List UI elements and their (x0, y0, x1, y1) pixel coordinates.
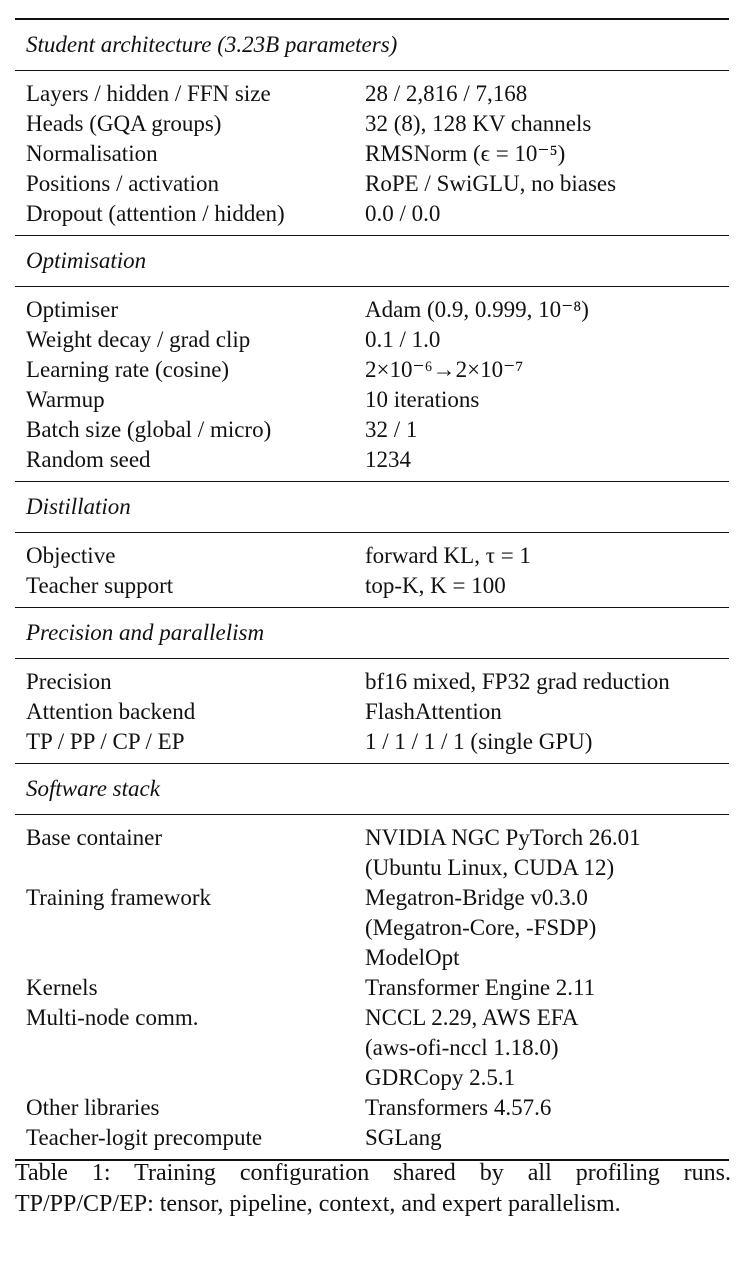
table-row (15, 325, 729, 355)
table-row (15, 541, 729, 571)
row-value (365, 823, 729, 883)
row-label: Training framework (26, 885, 212, 910)
row-value-line: Transformer Engine 2.11 (365, 975, 596, 1000)
section-body (15, 533, 729, 607)
table-section (15, 607, 729, 763)
table-row (15, 79, 729, 109)
section-header: Software stack (15, 764, 729, 815)
row-value (365, 199, 729, 229)
table-row (15, 697, 729, 727)
row-label: Multi-node comm. (26, 1005, 199, 1030)
row-value-line: 0.1 / 1.0 (365, 327, 441, 352)
section-body (15, 71, 729, 235)
row-value-line: 32 (8), 128 KV channels (365, 111, 592, 136)
section-header: Distillation (15, 482, 729, 533)
row-label: Positions / activation (26, 171, 219, 196)
section-body (15, 287, 729, 481)
row-value-line: ModelOpt (365, 945, 460, 970)
table-row (15, 109, 729, 139)
row-value (365, 139, 729, 169)
row-value-line: 10 iterations (365, 387, 480, 412)
row-value (365, 697, 729, 727)
row-value (365, 445, 729, 475)
row-value-line: 1234 (365, 447, 411, 472)
row-value-line: (Ubuntu Linux, CUDA 12) (365, 855, 615, 880)
table-row (15, 571, 729, 601)
section-body (15, 815, 729, 1159)
table-row (15, 385, 729, 415)
row-label: Dropout (attention / hidden) (26, 201, 285, 226)
row-value-line: bf16 mixed, FP32 grad reduction (365, 669, 670, 694)
table-row (15, 667, 729, 697)
table-section (15, 763, 729, 1159)
row-value-line: top-K, K = 100 (365, 573, 506, 598)
section-header: Precision and parallelism (15, 608, 729, 659)
row-value-line: SGLang (365, 1125, 442, 1150)
table-row (15, 415, 729, 445)
row-value-line: Adam (0.9, 0.999, 10⁻⁸) (365, 297, 589, 322)
row-value (365, 541, 729, 571)
row-value-line: FlashAttention (365, 699, 502, 724)
row-label: Teacher support (26, 573, 174, 598)
row-value (365, 79, 729, 109)
row-label: Normalisation (26, 141, 158, 166)
row-value (365, 355, 729, 385)
row-label: Random seed (26, 447, 151, 472)
table-row (15, 883, 729, 973)
row-value (365, 169, 729, 199)
row-value (365, 667, 729, 697)
row-label: TP / PP / CP / EP (26, 729, 185, 754)
table-row (15, 727, 729, 757)
row-label: Attention backend (26, 699, 196, 724)
row-label: Precision (26, 669, 112, 694)
table-section (15, 481, 729, 607)
row-value-line: Transformers 4.57.6 (365, 1095, 552, 1120)
row-value (365, 1003, 729, 1093)
row-value-line: (Megatron-Core, -FSDP) (365, 915, 597, 940)
row-value-line: (aws-ofi-nccl 1.18.0) (365, 1035, 559, 1060)
row-value (365, 1123, 729, 1153)
table-row (15, 445, 729, 475)
row-value (365, 109, 729, 139)
row-label: Base container (26, 825, 163, 850)
section-body (15, 659, 729, 763)
table-row (15, 169, 729, 199)
table-row (15, 199, 729, 229)
table-section (15, 235, 729, 481)
section-header: Optimisation (15, 236, 729, 287)
row-value (365, 727, 729, 757)
row-label: Batch size (global / micro) (26, 417, 272, 442)
row-value-line: NCCL 2.29, AWS EFA (365, 1005, 579, 1030)
config-table (15, 18, 729, 1161)
row-value-line: 32 / 1 (365, 417, 418, 442)
row-label: Learning rate (cosine) (26, 357, 230, 382)
row-label: Warmup (26, 387, 105, 412)
table-row (15, 1123, 729, 1153)
row-value-line: forward KL, τ = 1 (365, 543, 531, 568)
table-section (15, 20, 729, 235)
row-label: Other libraries (26, 1095, 160, 1120)
row-value-line: GDRCopy 2.5.1 (365, 1065, 516, 1090)
row-value (365, 571, 729, 601)
row-value (365, 385, 729, 415)
row-label: Teacher-logit precompute (26, 1125, 263, 1150)
row-value-line: 28 / 2,816 / 7,168 (365, 81, 528, 106)
row-value-line: Megatron-Bridge v0.3.0 (365, 885, 588, 910)
row-label: Heads (GQA groups) (26, 111, 222, 136)
table-row (15, 295, 729, 325)
row-value-line: NVIDIA NGC PyTorch 26.01 (365, 825, 641, 850)
row-label: Kernels (26, 975, 98, 1000)
section-header: Student architecture (3.23B parameters) (15, 20, 729, 71)
row-value (365, 325, 729, 355)
table-row (15, 355, 729, 385)
row-value (365, 973, 729, 1003)
row-label: Optimiser (26, 297, 118, 322)
row-label: Layers / hidden / FFN size (26, 81, 271, 106)
table-row (15, 1003, 729, 1093)
row-value-line: 2×10⁻⁶→2×10⁻⁷ (365, 357, 524, 382)
row-value-line: RoPE / SwiGLU, no biases (365, 171, 617, 196)
table-row (15, 823, 729, 883)
row-value (365, 883, 729, 973)
row-value (365, 1093, 729, 1123)
row-value-line: RMSNorm (ϵ = 10⁻⁵) (365, 141, 566, 166)
row-value-line: 0.0 / 0.0 (365, 201, 441, 226)
row-label: Weight decay / grad clip (26, 327, 251, 352)
table-row (15, 973, 729, 1003)
table-row (15, 139, 729, 169)
table-row (15, 1093, 729, 1123)
row-value-line: 1 / 1 / 1 / 1 (single GPU) (365, 729, 593, 754)
row-value (365, 415, 729, 445)
row-label: Objective (26, 543, 116, 568)
table-caption: Table 1: Training configuration shared by all profiling runs. TP/PP/CP/EP: tensor, pipeline, context, and expert parallelism. (15, 1160, 731, 1217)
row-value (365, 295, 729, 325)
